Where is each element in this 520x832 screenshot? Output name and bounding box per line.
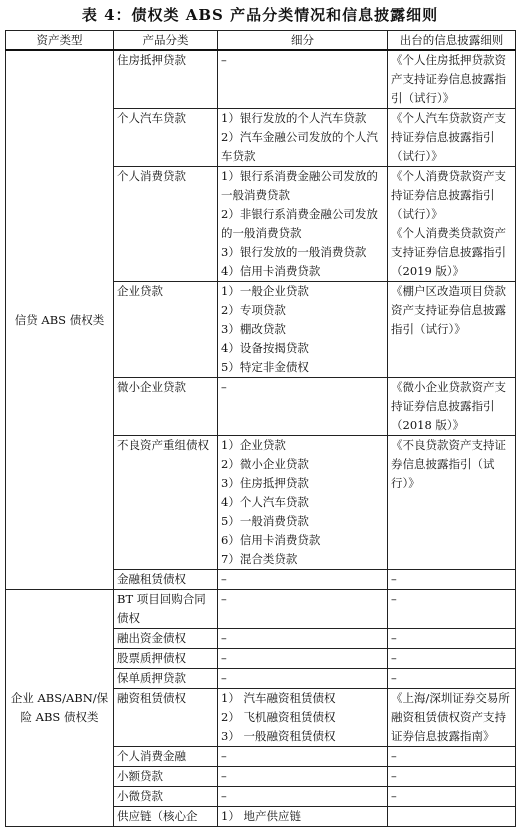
product-category-cell: 微小企业贷款: [114, 378, 218, 436]
subdivision-cell: [218, 282, 388, 378]
disclosure-rule-item: 《个人消费贷款资产支持证券信息披露指引（试行）》: [391, 169, 506, 221]
subdivision-cell: [218, 787, 388, 807]
subdivision-cell: [218, 590, 388, 629]
product-category-cell: 供应链（核心企: [114, 807, 218, 827]
subdivision-item: 1） 地产供应链: [221, 809, 301, 823]
disclosure-rule-item: –: [391, 572, 397, 586]
subdivision-cell: [218, 807, 388, 827]
subdivision-item: –: [221, 651, 227, 665]
disclosure-rule-item: 《个人汽车贷款资产支持证券信息披露指引（试行）》: [391, 111, 506, 163]
subdivision-item: 6）信用卡消费贷款: [221, 533, 321, 547]
product-category-cell: 股票质押债权: [114, 649, 218, 669]
header-disclosure-rules: 出台的信息披露细则: [388, 31, 516, 51]
asset-type-cell: 企业 ABS/ABN/保险 ABS 债权类: [6, 590, 114, 827]
disclosure-rule-cell: [388, 570, 516, 590]
subdivision-item: 1） 汽车融资租赁债权: [221, 691, 336, 705]
subdivision-cell: [218, 50, 388, 109]
disclosure-rule-item: –: [391, 592, 397, 606]
subdivision-item: 2）微小企业贷款: [221, 457, 309, 471]
subdivision-cell: [218, 570, 388, 590]
subdivision-item: 3）银行发放的一般消费贷款: [221, 245, 367, 259]
subdivision-item: 3） 一般融资租赁债权: [221, 729, 336, 743]
disclosure-rule-cell: [388, 282, 516, 378]
disclosure-rule-cell: [388, 649, 516, 669]
subdivision-item: 1）银行发放的个人汽车贷款: [221, 111, 367, 125]
disclosure-rule-item: 《上海/深圳证券交易所融资租赁债权资产支持证券信息披露指南》: [391, 691, 510, 743]
disclosure-rule-item: –: [391, 671, 397, 685]
subdivision-item: 3）棚改贷款: [221, 322, 286, 336]
subdivision-cell: [218, 689, 388, 747]
header-product-category: 产品分类: [114, 31, 218, 51]
disclosure-rule-cell: [388, 767, 516, 787]
subdivision-item: 4）个人汽车贷款: [221, 495, 309, 509]
product-category-cell: 小额贷款: [114, 767, 218, 787]
disclosure-rule-cell: [388, 378, 516, 436]
product-category-cell: 个人消费贷款: [114, 167, 218, 282]
product-category-cell: BT 项目回购合同债权: [114, 590, 218, 629]
product-category-cell: 个人消费金融: [114, 747, 218, 767]
subdivision-item: –: [221, 749, 227, 763]
disclosure-rule-item: 《棚户区改造项目贷款资产支持证券信息披露指引（试行）》: [391, 284, 506, 336]
subdivision-item: 4）信用卡消费贷款: [221, 264, 321, 278]
subdivision-item: 1）银行系消费金融公司发放的一般消费贷款: [221, 169, 378, 202]
subdivision-item: 7）混合类贷款: [221, 552, 298, 566]
subdivision-item: 5）一般消费贷款: [221, 514, 309, 528]
subdivision-item: –: [221, 769, 227, 783]
disclosure-rule-item: 《不良贷款资产支持证券信息披露指引（试行）》: [391, 438, 506, 490]
table-body: [6, 50, 516, 827]
subdivision-item: –: [221, 572, 227, 586]
product-category-cell: 融资租赁债权: [114, 689, 218, 747]
subdivision-cell: [218, 378, 388, 436]
disclosure-rule-item: –: [391, 631, 397, 645]
disclosure-rule-cell: [388, 669, 516, 689]
disclosure-rule-item: –: [391, 749, 397, 763]
header-subdivision: 细分: [218, 31, 388, 51]
subdivision-cell: [218, 747, 388, 767]
subdivision-item: 1）企业贷款: [221, 438, 286, 452]
subdivision-item: 2）汽车金融公司发放的个人汽车贷款: [221, 130, 378, 163]
subdivision-item: –: [221, 53, 227, 67]
asset-type-cell: 信贷 ABS 债权类: [6, 50, 114, 590]
product-category-cell: 个人汽车贷款: [114, 109, 218, 167]
subdivision-cell: [218, 649, 388, 669]
subdivision-item: 2）专项贷款: [221, 303, 286, 317]
subdivision-cell: [218, 436, 388, 570]
disclosure-rule-item: 《微小企业贷款资产支持证券信息披露指引（2018 版）》: [391, 380, 506, 432]
product-category-cell: 企业贷款: [114, 282, 218, 378]
subdivision-item: 1）一般企业贷款: [221, 284, 309, 298]
table-row: [6, 590, 516, 629]
subdivision-cell: [218, 629, 388, 649]
product-category-cell: 融出资金债权: [114, 629, 218, 649]
subdivision-cell: [218, 669, 388, 689]
disclosure-rule-cell: [388, 689, 516, 747]
subdivision-item: –: [221, 671, 227, 685]
disclosure-rule-cell: [388, 167, 516, 282]
disclosure-rule-cell: [388, 50, 516, 109]
subdivision-item: –: [221, 789, 227, 803]
disclosure-rule-cell: [388, 436, 516, 570]
product-category-cell: 住房抵押贷款: [114, 50, 218, 109]
disclosure-rule-cell: [388, 787, 516, 807]
header-asset-type: 资产类型: [6, 31, 114, 51]
subdivision-cell: [218, 109, 388, 167]
product-category-cell: 金融租赁债权: [114, 570, 218, 590]
subdivision-item: 4）设备按揭贷款: [221, 341, 309, 355]
subdivision-item: –: [221, 592, 227, 606]
disclosure-rule-cell: [388, 747, 516, 767]
subdivision-cell: [218, 767, 388, 787]
product-category-cell: 不良资产重组债权: [114, 436, 218, 570]
subdivision-item: 3）住房抵押贷款: [221, 476, 309, 490]
subdivision-item: –: [221, 380, 227, 394]
disclosure-rule-item: –: [391, 769, 397, 783]
product-category-cell: 小微贷款: [114, 787, 218, 807]
disclosure-rule-cell: [388, 629, 516, 649]
subdivision-item: 2）非银行系消费金融公司发放的一般消费贷款: [221, 207, 378, 240]
subdivision-cell: [218, 167, 388, 282]
subdivision-item: 2） 飞机融资租赁债权: [221, 710, 336, 724]
table-title: 表 4：债权类 ABS 产品分类情况和信息披露细则: [81, 6, 439, 24]
disclosure-rule-cell: [388, 109, 516, 167]
table-header-row: [6, 31, 516, 51]
disclosure-rule-item: –: [391, 789, 397, 803]
disclosure-rule-item: –: [391, 651, 397, 665]
subdivision-item: –: [221, 631, 227, 645]
disclosure-rule-item: 《个人消费类贷款资产支持证券信息披露指引（2019 版）》: [391, 226, 506, 278]
disclosure-rule-item: 《个人住房抵押贷款资产支持证券信息披露指引（试行）》: [391, 53, 506, 105]
abs-classification-table: [5, 30, 516, 827]
subdivision-item: 5）特定非金债权: [221, 360, 309, 374]
disclosure-rule-cell: [388, 807, 516, 827]
product-category-cell: 保单质押贷款: [114, 669, 218, 689]
disclosure-rule-cell: [388, 590, 516, 629]
table-row: [6, 50, 516, 109]
